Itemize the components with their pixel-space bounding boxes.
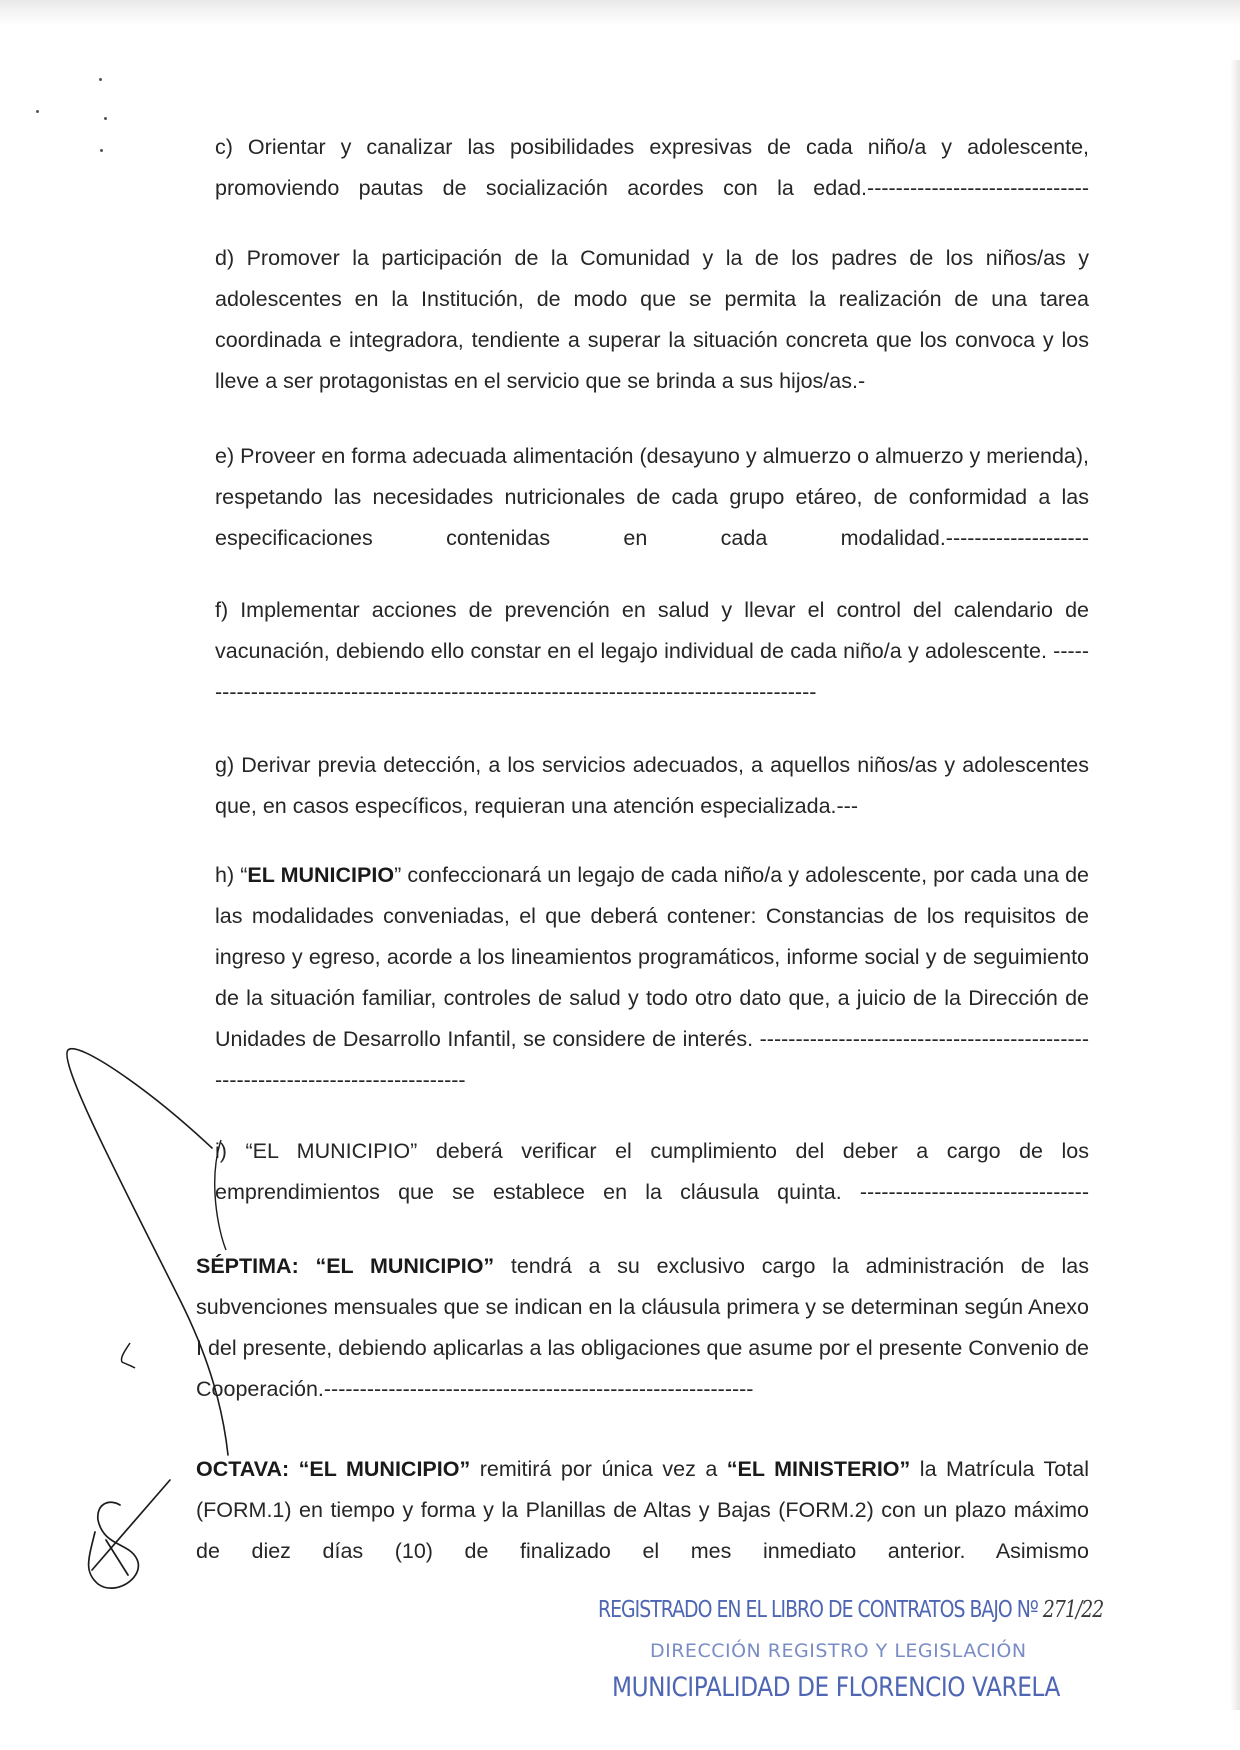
clause-f-text: f) Implementar acciones de prevención en salud y llevar el control del calendario de vacunación, debiendo ello constar en el legajo individual de cada niño/a y adolescente. -----------------------------------------------------------------------------------------	[215, 598, 1089, 704]
octava-text-1: remitirá por única vez a	[470, 1457, 727, 1481]
clause-c: c) Orientar y canalizar las posibilidades expresivas de cada niño/a y adolescente, promoviendo pautas de socialización acordes con la edad.-------------------------------	[215, 135, 1089, 200]
initials-mark	[89, 1480, 170, 1588]
scan-speck	[36, 110, 39, 113]
octava-heading: OCTAVA:	[196, 1457, 290, 1481]
septima-text: tendrá a su exclusivo cargo la administración de las subvenciones mensuales que se indican en la cláusula primera y se determinan según Anexo I del presente, debiendo aplicarlas a las obligaciones que asume por el presente Convenio de Cooperación.------------------------------------------------------------	[196, 1254, 1089, 1401]
clause-h	[215, 855, 1089, 1101]
clause-f	[215, 590, 1089, 713]
registry-stamp-line-1	[598, 1597, 1103, 1623]
scan-speck	[104, 117, 107, 120]
clause-octava	[196, 1449, 1089, 1572]
clause-e: e) Proveer en forma adecuada alimentación (desayuno y almuerzo o almuerzo y merienda), respetando las necesidades nutricionales de cada grupo etáreo, de conformidad a las especificaciones contenidas en cada modalidad.--------------------	[215, 444, 1089, 550]
septima-party: “EL MUNICIPIO”	[315, 1254, 495, 1278]
scan-shadow-right	[1230, 60, 1240, 1710]
clause-h-party: EL MUNICIPIO	[247, 863, 395, 887]
octava-party-1: “EL MUNICIPIO”	[298, 1457, 471, 1481]
scan-shadow-top	[0, 0, 1240, 26]
scan-speck	[99, 78, 102, 81]
clause-d: d) Promover la participación de la Comunidad y la de los padres de los niños/as y adolescentes en la Institución, de modo que se permita la realización de una tarea coordinada e integradora, tendiente a superar la situación concreta que los convoca y los lleve a ser protagonistas en el servicio que se brinda a sus hijos/as.-	[215, 246, 1089, 393]
clause-i: i) “EL MUNICIPIO” deberá verificar el cumplimiento del deber a cargo de los emprendimientos que se establece en la cláusula quinta. --------------------------------	[215, 1139, 1089, 1204]
octava-party-2: “EL MINISTERIO”	[726, 1457, 911, 1481]
registry-stamp-line-3: MUNICIPALIDAD DE FLORENCIO VARELA	[612, 1672, 1060, 1703]
septima-heading: SÉPTIMA:	[196, 1254, 299, 1278]
initial-check-mark	[121, 1343, 135, 1368]
registry-stamp-text: REGISTRADO EN EL LIBRO DE CONTRATOS BAJO Nº	[598, 1597, 1038, 1623]
clause-septima	[196, 1246, 1089, 1410]
registry-number: 271/22	[1042, 1597, 1104, 1623]
clause-h-text: ” confeccionará un legajo de cada niño/a y adolescente, por cada una de las modalidades conveniadas, el que deberá contener: Constancias de los requisitos de ingreso y egreso, acorde a los lineamientos programáticos, informe social y de seguimiento de la situación familiar, controles de salud y todo otro dato que, a juicio de la Dirección de Unidades de Desarrollo Infantil, se considere de interés. ---------------------------------------------------------------------------------	[215, 863, 1089, 1092]
octava-text-2: la Matrícula Total (FORM.1) en tiempo y forma y la Planillas de Altas y Bajas (FORM.2) con un plazo máximo de diez días (10) de finalizado el mes inmediato anterior. Asimismo	[196, 1457, 1089, 1563]
scan-speck	[100, 149, 103, 152]
registry-stamp-line-2: DIRECCIÓN REGISTRO Y LEGISLACIÓN	[650, 1640, 1027, 1662]
clause-g: g) Derivar previa detección, a los servicios adecuados, a aquellos niños/as y adolescentes que, en casos específicos, requieran una atención especializada.---	[215, 753, 1089, 818]
clause-h-pre: h) “	[215, 863, 248, 887]
